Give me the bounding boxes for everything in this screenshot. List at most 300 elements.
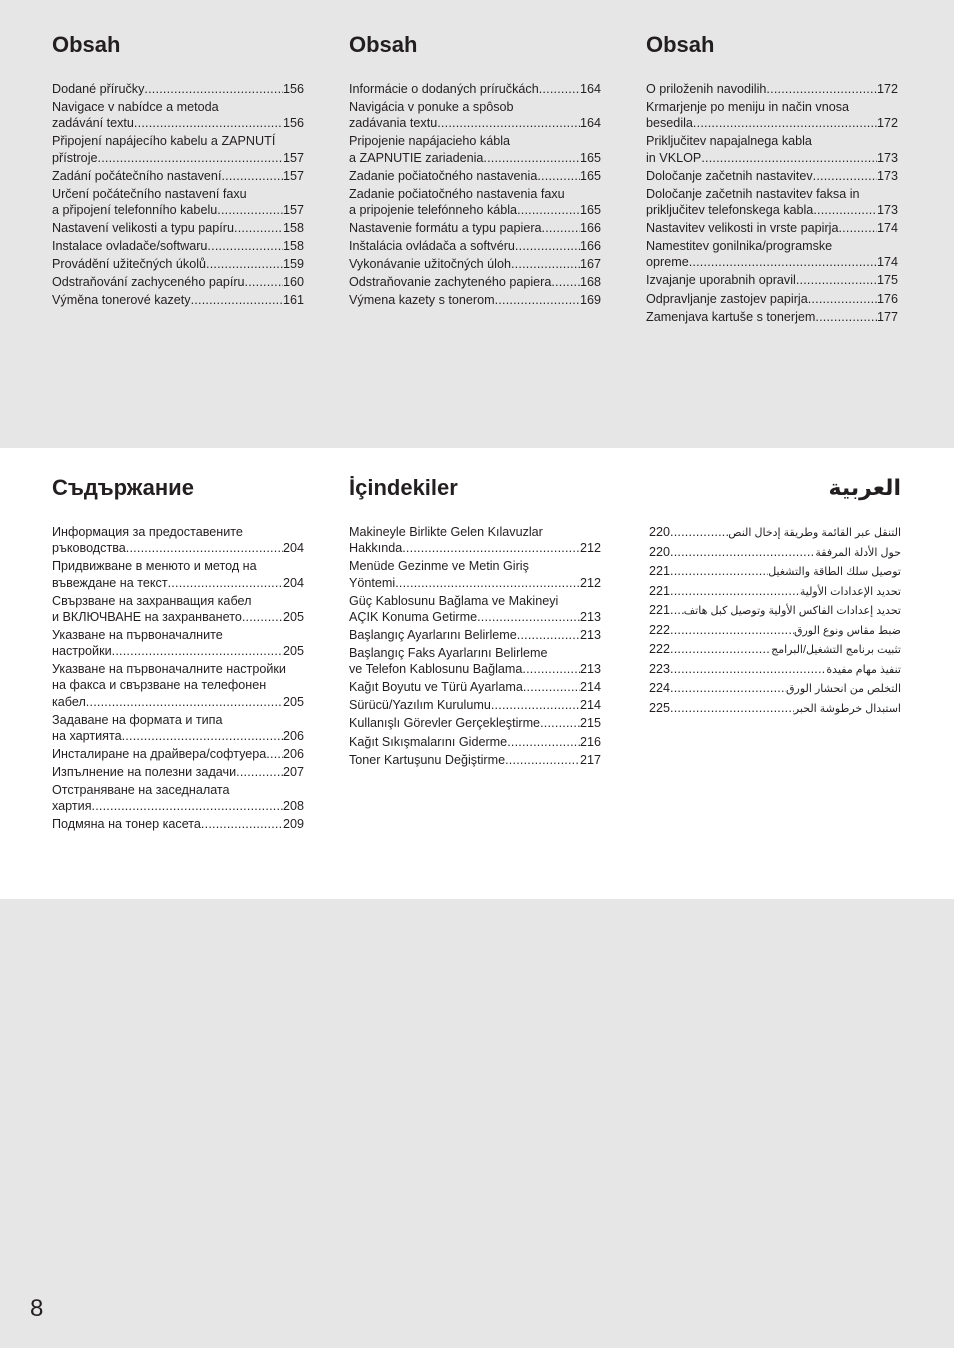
toc-entry[interactable]: [52, 81, 304, 97]
toc-entry-title-line: Instalace ovladače/softwaru: [52, 239, 208, 254]
toc-entry-title-line: Отстраняване на заседналата: [52, 783, 230, 798]
dot-leader: [112, 643, 283, 659]
toc-entry-title-line: Vykonávanie užitočných úloh: [349, 257, 511, 272]
section-title: العربية: [828, 475, 901, 500]
dot-leader: [402, 540, 580, 556]
section-title: Obsah: [646, 32, 715, 57]
toc-entry-last-line: [646, 254, 898, 270]
toc-entry-last-line: [349, 715, 601, 731]
toc-list: [349, 524, 601, 768]
toc-entry[interactable]: [52, 99, 304, 131]
toc-entry-title-line: Указване на първоначалните: [52, 627, 223, 642]
dot-leader: [701, 150, 877, 166]
toc-entry-page-number: 172: [876, 116, 898, 131]
toc-entry-last-line: [52, 764, 304, 780]
toc-entry-last-line: [646, 150, 898, 166]
dot-leader: [144, 81, 283, 97]
dot-leader: [236, 764, 283, 780]
toc-entry-title-line: Določanje začetnih nastavitev: [646, 168, 813, 183]
toc-entry[interactable]: [349, 238, 601, 254]
toc-entry-last-line: [649, 544, 901, 561]
toc-entry-title-line: تثبيت برنامج التشغيل/البرامج: [771, 644, 901, 656]
dot-leader: [539, 81, 580, 97]
toc-entry-page-number: 164: [579, 116, 601, 131]
toc-entry-page-number: 205: [282, 694, 304, 709]
toc-entry-page-number: 161: [282, 293, 304, 308]
toc-entry[interactable]: [349, 593, 601, 625]
toc-entry-last-line: [646, 202, 898, 218]
toc-entry-last-line: [349, 81, 601, 97]
toc-entry-title-line: Dodané příručky: [52, 82, 145, 96]
dot-leader: [122, 728, 283, 744]
toc-entry[interactable]: [649, 661, 901, 678]
toc-entry-last-line: [649, 700, 901, 717]
toc-section-turkish: [349, 475, 601, 770]
toc-entry[interactable]: [649, 563, 901, 580]
toc-entry[interactable]: [646, 99, 898, 131]
toc-entry[interactable]: [349, 99, 601, 131]
toc-entry-last-line: [649, 622, 901, 639]
toc-entry[interactable]: [349, 133, 601, 165]
toc-entry[interactable]: [52, 558, 304, 590]
toc-entry-title-line: и ВКЛЮЧВАНЕ на захранването: [52, 609, 242, 624]
toc-entry-title-line: a ZAPNUTIE zariadenia: [349, 150, 484, 165]
toc-entry-last-line: [646, 291, 898, 307]
toc-entry-title-line: Güç Kablosunu Bağlama ve Makineyi: [349, 593, 559, 608]
toc-entry-last-line: [52, 274, 304, 290]
toc-entry-title-line: zadávání textu: [52, 116, 134, 131]
toc-entry[interactable]: [52, 661, 304, 710]
toc-entry[interactable]: [52, 220, 304, 236]
toc-entry[interactable]: [349, 645, 601, 677]
toc-entry-page-number: 206: [282, 728, 304, 743]
dot-leader: [670, 700, 794, 716]
toc-entry[interactable]: [52, 133, 304, 165]
dot-leader: [221, 168, 283, 184]
dot-leader: [537, 168, 580, 184]
dot-leader: [126, 540, 283, 556]
toc-entry-page-number: 157: [282, 168, 304, 183]
toc-entry-last-line: [349, 734, 601, 750]
toc-entry-page-number: 160: [282, 275, 304, 290]
toc-entry-page-number: 165: [579, 150, 601, 165]
toc-entry-title-line: Sürücü/Yazılım Kurulumu: [349, 698, 491, 713]
dot-leader: [507, 734, 580, 750]
dot-leader: [495, 292, 580, 308]
section-title: Съдържание: [52, 475, 194, 500]
toc-section-slovak: [349, 32, 601, 311]
toc-entry-title-line: O priloženih navodilih: [646, 82, 767, 96]
toc-entry-title-line: Zadanie počiatočného nastavenia: [349, 168, 538, 183]
toc-entry-page-number: 158: [282, 239, 304, 254]
toc-entry[interactable]: [349, 752, 601, 768]
toc-entry-last-line: [52, 575, 304, 591]
toc-entry-title-line: Kağıt Boyutu ve Türü Ayarlama: [349, 680, 523, 695]
toc-entry-last-line: [52, 609, 304, 625]
toc-entry-title-line: opreme: [646, 255, 689, 270]
toc-entry-title-line: Kağıt Sıkışmalarını Giderme: [349, 734, 508, 749]
toc-entry-title-line: a připojení telefonního kabelu: [52, 202, 218, 217]
toc-entry-last-line: [649, 583, 901, 600]
dot-leader: [670, 602, 684, 618]
toc-entry-page-number: 172: [876, 82, 898, 96]
toc-entry-page-number: 166: [579, 221, 601, 236]
toc-entry-last-line: [646, 220, 898, 236]
toc-entry-page-number: 175: [876, 273, 898, 288]
toc-entry-last-line: [349, 697, 601, 713]
toc-entry-page-number: 168: [579, 275, 601, 290]
toc-entry-page-number: 221: [649, 603, 671, 617]
toc-entry-last-line: [52, 238, 304, 254]
toc-entry[interactable]: [349, 627, 601, 643]
toc-entry[interactable]: [52, 292, 304, 308]
toc-entry-title-line: на факса и свързване на телефонен: [52, 678, 267, 693]
toc-entry-title-line: Provádění užitečných úkolů: [52, 257, 207, 272]
toc-entry[interactable]: [52, 816, 304, 832]
toc-entry-page-number: 212: [579, 541, 601, 556]
dot-leader: [670, 563, 768, 579]
toc-entry-last-line: [52, 746, 304, 762]
toc-entry-last-line: [646, 309, 898, 325]
toc-entry[interactable]: [349, 292, 601, 308]
toc-entry-page-number: 164: [579, 82, 601, 96]
toc-entry-page-number: 208: [282, 799, 304, 814]
toc-entry-title-line: Menüde Gezinme ve Metin Giriş: [349, 559, 529, 574]
dot-leader: [437, 115, 580, 131]
dot-leader: [191, 292, 283, 308]
dot-leader: [796, 272, 877, 288]
toc-entry-last-line: [349, 575, 601, 591]
toc-entry-page-number: 225: [649, 700, 671, 715]
toc-entry[interactable]: [646, 133, 898, 165]
toc-entry[interactable]: [52, 746, 304, 762]
dot-leader: [670, 544, 815, 560]
toc-entry-title-line: توصيل سلك الطاقة والتشغيل: [768, 566, 901, 578]
toc-entry[interactable]: [649, 641, 901, 658]
toc-entry-title-line: besedila: [646, 116, 693, 131]
toc-entry[interactable]: [649, 602, 901, 619]
toc-entry[interactable]: [52, 712, 304, 744]
toc-entry-last-line: [349, 115, 601, 131]
toc-entry-page-number: 204: [282, 541, 304, 556]
toc-entry-last-line: [646, 272, 898, 288]
toc-entry[interactable]: [646, 168, 898, 184]
toc-entry-title-line: Hakkında: [349, 541, 403, 556]
toc-entry-title-line: Odstraňovanie zachyteného papiera: [349, 275, 552, 290]
toc-entry[interactable]: [649, 524, 901, 541]
toc-entry-title-line: Makineyle Birlikte Gelen Kılavuzlar: [349, 525, 543, 539]
toc-entry-page-number: 206: [282, 746, 304, 761]
toc-entry-title-line: настройки: [52, 644, 112, 659]
toc-entry[interactable]: [646, 238, 898, 270]
toc-entry-page-number: 223: [649, 661, 671, 676]
toc-entry-title-line: تحديد إعدادات الفاكس الأولية وتوصيل كبل هاتف: [683, 605, 901, 617]
toc-entry-page-number: 173: [876, 202, 898, 217]
toc-entry-title-line: Задаване на формата и типа: [52, 712, 223, 727]
toc-entry-last-line: [52, 256, 304, 272]
toc-entry-last-line: [52, 798, 304, 814]
toc-entry-page-number: 158: [282, 221, 304, 236]
toc-entry-last-line: [646, 81, 898, 97]
toc-entry-title-line: Подмяна на тонер касета: [52, 817, 201, 832]
toc-entry[interactable]: [52, 168, 304, 184]
toc-entry-title-line: Инсталиране на драйвера/софтуера: [52, 746, 267, 761]
section-title: Obsah: [52, 32, 121, 57]
toc-entry[interactable]: [646, 309, 898, 325]
toc-entry[interactable]: [52, 238, 304, 254]
toc-entry-page-number: 169: [579, 293, 601, 308]
toc-entry-page-number: 205: [282, 644, 304, 659]
toc-section-czech: [52, 32, 304, 311]
dot-leader: [395, 575, 580, 591]
toc-entry-title-line: Zadanie počiatočného nastavenia faxu: [349, 186, 565, 201]
toc-entry[interactable]: [349, 679, 601, 695]
toc-section-bulgarian: [52, 475, 304, 835]
dot-leader: [483, 150, 580, 166]
toc-entry-title-line: ръководства: [52, 541, 126, 556]
toc-entry[interactable]: [52, 593, 304, 625]
toc-entry-title-line: Namestitev gonilnika/programske: [646, 239, 833, 254]
dot-leader: [670, 622, 794, 638]
toc-entry-page-number: 174: [876, 221, 898, 236]
toc-entry[interactable]: [52, 524, 304, 556]
toc-entry-title-line: Odpravljanje zastojev papirja: [646, 291, 808, 306]
dot-leader: [217, 202, 283, 218]
toc-entry-last-line: [349, 168, 601, 184]
section-title: İçindekiler: [349, 475, 458, 500]
toc-entry-title-line: a pripojenie telefónneho kábla: [349, 202, 518, 217]
toc-entry-title-line: Изпълнение на полезни задачи: [52, 765, 237, 780]
toc-entry-last-line: [349, 220, 601, 236]
toc-entry-last-line: [349, 150, 601, 166]
toc-entry-page-number: 221: [649, 583, 671, 598]
toc-entry-title-line: التخلص من انحشار الورق: [785, 683, 901, 695]
toc-entry-last-line: [349, 679, 601, 695]
dot-leader: [511, 256, 580, 272]
toc-entry-title-line: Zadání počátečního nastavení: [52, 168, 222, 183]
toc-entry-page-number: 156: [282, 82, 304, 96]
toc-entry-title-line: Določanje začetnih nastavitev faksa in: [646, 186, 860, 201]
dot-leader: [670, 641, 771, 657]
toc-entry[interactable]: [349, 186, 601, 218]
toc-entry-title-line: تحديد الإعدادات الأولية: [799, 585, 901, 598]
dot-leader: [522, 661, 580, 677]
toc-entry[interactable]: [349, 168, 601, 184]
toc-entry-last-line: [52, 643, 304, 659]
toc-entry-page-number: 214: [579, 698, 601, 713]
dot-leader: [693, 115, 877, 131]
toc-entry-last-line: [349, 238, 601, 254]
toc-entry-page-number: 167: [579, 257, 601, 272]
toc-entry-last-line: [349, 752, 601, 768]
bottom-band: [0, 899, 954, 1348]
toc-entry-page-number: 156: [282, 116, 304, 131]
toc-entry-last-line: [649, 680, 901, 697]
toc-entry[interactable]: [646, 186, 898, 218]
toc-entry-title-line: حول الأدلة المرفقة: [815, 546, 901, 559]
toc-entry-page-number: 213: [579, 627, 601, 642]
toc-entry-last-line: [649, 602, 901, 619]
dot-leader: [542, 220, 580, 236]
dot-leader: [245, 274, 283, 290]
toc-entry-last-line: [646, 168, 898, 184]
toc-entry-last-line: [52, 150, 304, 166]
toc-entry-title-line: Inštalácia ovládača a softvéru: [349, 239, 515, 254]
toc-entry-title-line: Krmarjenje po meniju in način vnosa: [646, 100, 850, 115]
toc-entry-last-line: [649, 641, 901, 658]
toc-entry[interactable]: [649, 680, 901, 697]
toc-entry-page-number: 157: [282, 202, 304, 217]
toc-entry-title-line: Izvajanje uporabnih opravil: [646, 273, 796, 288]
toc-entry-last-line: [52, 168, 304, 184]
toc-entry-last-line: [349, 292, 601, 308]
toc-entry[interactable]: [646, 81, 898, 97]
toc-entry-title-line: Yöntemi: [349, 575, 396, 590]
toc-entry-page-number: 165: [579, 168, 601, 183]
toc-entry-page-number: 215: [579, 716, 601, 731]
dot-leader: [523, 679, 580, 695]
toc-entry-page-number: 213: [579, 609, 601, 624]
dot-leader: [491, 697, 580, 713]
toc-list: [349, 81, 601, 309]
toc-entry-page-number: 222: [649, 642, 671, 656]
toc-entry-title-line: AÇIK Konuma Getirme: [349, 609, 478, 624]
toc-entry-title-line: Nastavení velikosti a typu papíru: [52, 221, 235, 236]
toc-entry-title-line: zadávania textu: [349, 116, 438, 131]
toc-entry[interactable]: [52, 186, 304, 218]
toc-entry-title-line: Указване на първоначалните настройки: [52, 662, 286, 677]
toc-entry-last-line: [349, 256, 601, 272]
dot-leader: [517, 202, 580, 218]
toc-entry-last-line: [349, 540, 601, 556]
dot-leader: [234, 220, 283, 236]
toc-entry-last-line: [52, 202, 304, 218]
toc-entry-title-line: استبدال خرطوشة الحبر: [793, 702, 901, 715]
toc-entry-page-number: 217: [579, 752, 601, 767]
toc-entry-page-number: 216: [579, 734, 601, 749]
toc-entry-title-line: Придвижване в менюто и метод на: [52, 559, 257, 574]
toc-entry-last-line: [52, 816, 304, 832]
dot-leader: [766, 81, 877, 97]
dot-leader: [551, 274, 580, 290]
toc-entry-title-line: Navigácia v ponuke a spôsob: [349, 100, 514, 115]
dot-leader: [206, 256, 283, 272]
toc-entry[interactable]: [349, 274, 601, 290]
toc-entry-title-line: Priključitev napajalnega kabla: [646, 134, 812, 149]
toc-entry-last-line: [649, 661, 901, 678]
toc-entry[interactable]: [349, 524, 601, 556]
toc-entry-page-number: 159: [282, 257, 304, 272]
toc-entry-last-line: [52, 115, 304, 131]
toc-entry[interactable]: [52, 782, 304, 814]
toc-entry[interactable]: [649, 700, 901, 717]
toc-entry-title-line: на хартията: [52, 728, 122, 743]
toc-entry-last-line: [349, 661, 601, 677]
toc-entry-title-line: Свързване на захранващия кабел: [52, 593, 252, 608]
toc-entry-page-number: 207: [282, 765, 304, 780]
toc-entry-last-line: [349, 609, 601, 625]
toc-entry-page-number: 205: [282, 609, 304, 624]
toc-entry-last-line: [52, 694, 304, 710]
section-title: Obsah: [349, 32, 418, 57]
toc-list: [52, 524, 304, 833]
toc-entry-page-number: 220: [649, 525, 671, 539]
toc-entry[interactable]: [349, 256, 601, 272]
toc-entry-title-line: التنقل عبر القائمة وطريقة إدخال النص: [728, 527, 901, 539]
toc-entry-page-number: 173: [876, 168, 898, 183]
toc-entry[interactable]: [646, 272, 898, 288]
toc-entry-last-line: [349, 274, 601, 290]
dot-leader: [838, 220, 877, 236]
toc-entry[interactable]: [52, 256, 304, 272]
toc-entry-title-line: Připojení napájecího kabelu a ZAPNUTÍ: [52, 134, 276, 149]
toc-entry-title-line: přístroje: [52, 150, 98, 165]
toc-entry-title-line: in VKLOP: [646, 150, 702, 165]
dot-leader: [689, 254, 877, 270]
toc-entry[interactable]: [649, 622, 901, 639]
toc-entry-title-line: Toner Kartuşunu Değiştirme: [349, 752, 506, 767]
toc-entry-title-line: Informácie o dodaných príručkách: [349, 82, 539, 96]
dot-leader: [517, 627, 580, 643]
toc-list: [649, 524, 901, 717]
toc-entry-page-number: 220: [649, 544, 671, 559]
toc-entry[interactable]: [349, 734, 601, 750]
toc-entry[interactable]: [349, 220, 601, 236]
toc-entry-title-line: Zamenjava kartuše s tonerjem: [646, 309, 816, 324]
toc-entry[interactable]: [349, 81, 601, 97]
toc-entry-page-number: 157: [282, 150, 304, 165]
dot-leader: [242, 609, 283, 625]
toc-entry-title-line: تنفيذ مهام مفيدة: [826, 663, 901, 676]
dot-leader: [808, 291, 877, 307]
toc-entry-title-line: Nastavitev velikosti in vrste papirja: [646, 221, 839, 236]
dot-leader: [670, 524, 728, 540]
dot-leader: [134, 115, 283, 131]
toc-entry-title-line: Kullanışlı Görevler Gerçekleştirme: [349, 716, 541, 731]
dot-leader: [813, 202, 877, 218]
toc-entry[interactable]: [649, 583, 901, 600]
toc-entry[interactable]: [646, 220, 898, 236]
toc-entry[interactable]: [52, 274, 304, 290]
toc-entry[interactable]: [52, 764, 304, 780]
toc-entry[interactable]: [52, 627, 304, 659]
toc-entry[interactable]: [646, 291, 898, 307]
toc-entry-title-line: Navigace v nabídce a metoda: [52, 100, 219, 115]
toc-entry-title-line: Nastavenie formátu a typu papiera: [349, 221, 542, 236]
toc-entry-last-line: [649, 524, 901, 541]
toc-entry[interactable]: [349, 715, 601, 731]
dot-leader: [477, 609, 580, 625]
dot-leader: [86, 694, 283, 710]
toc-entry-page-number: 177: [876, 309, 898, 324]
toc-entry-title-line: Odstraňování zachyceného papíru: [52, 275, 245, 290]
toc-entry-title-line: priključitev telefonskega kabla: [646, 202, 814, 217]
dot-leader: [515, 238, 580, 254]
toc-entry-last-line: [349, 627, 601, 643]
dot-leader: [670, 680, 786, 696]
dot-leader: [266, 746, 283, 762]
toc-entry-page-number: 222: [649, 622, 671, 637]
dot-leader: [98, 150, 283, 166]
toc-entry-title-line: Başlangıç Ayarlarını Belirleme: [349, 627, 517, 642]
toc-entry-last-line: [52, 292, 304, 308]
toc-entry[interactable]: [649, 544, 901, 561]
dot-leader: [168, 575, 283, 591]
toc-entry[interactable]: [349, 558, 601, 590]
toc-entry-last-line: [52, 81, 304, 97]
toc-entry[interactable]: [349, 697, 601, 713]
toc-entry-page-number: 204: [282, 575, 304, 590]
